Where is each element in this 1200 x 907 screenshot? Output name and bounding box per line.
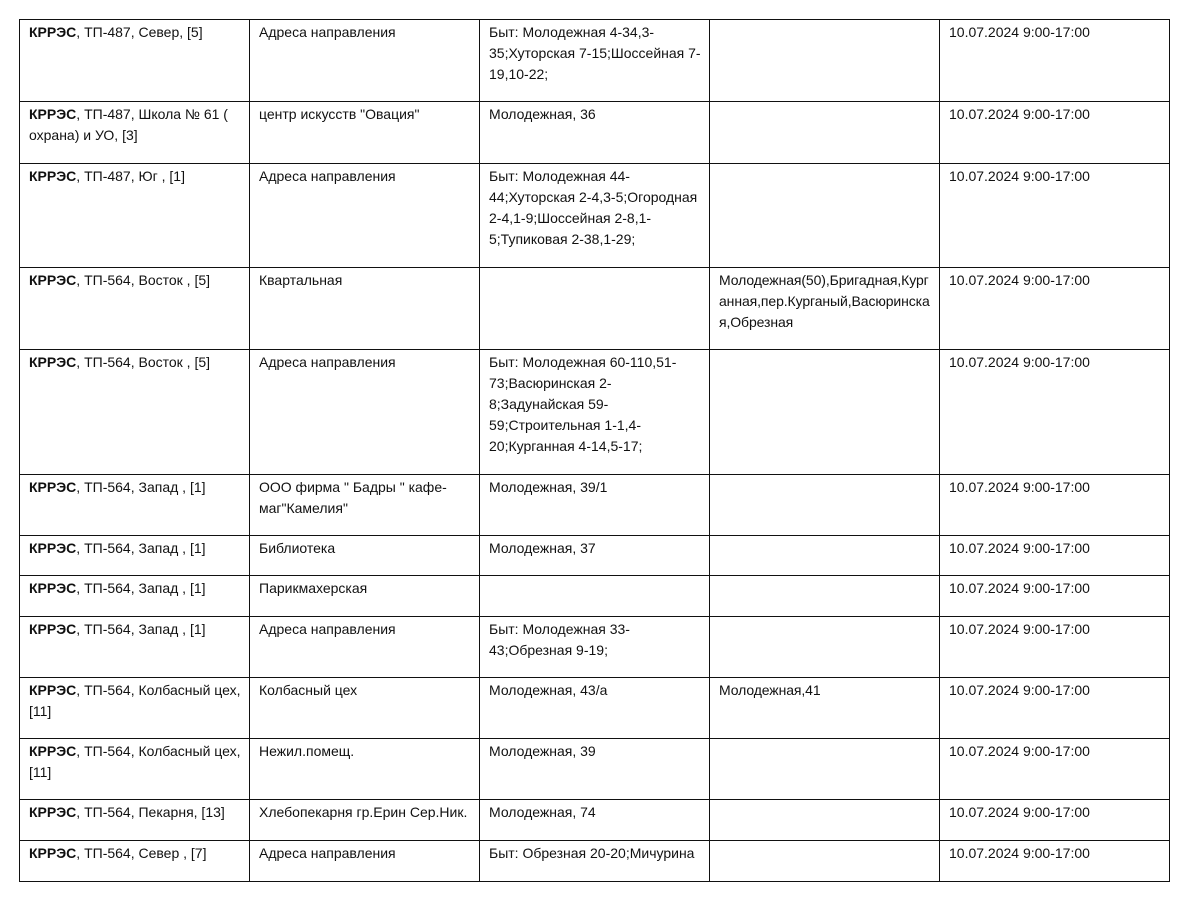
cell-streets xyxy=(710,164,940,268)
cell-time: 10.07.2024 9:00-17:00 xyxy=(940,841,1170,882)
cell-time: 10.07.2024 9:00-17:00 xyxy=(940,576,1170,617)
table-row xyxy=(20,678,1170,739)
table-row xyxy=(20,475,1170,536)
cell-consumer: центр искусств "Овация" xyxy=(250,102,480,164)
cell-time: 10.07.2024 9:00-17:00 xyxy=(940,350,1170,475)
cell-addresses xyxy=(480,576,710,617)
cell-addresses xyxy=(480,268,710,350)
cell-addresses: Молодежная, 37 xyxy=(480,536,710,576)
cell-consumer: Нежил.помещ. xyxy=(250,739,480,800)
cell-object xyxy=(20,350,250,475)
cell-streets xyxy=(710,576,940,617)
cell-addresses: Быт: Молодежная 44-44;Хуторская 2-4,3-5;Огородная 2-4,1-9;Шоссейная 2-8,1-5;Тупиковая 2-38,1-29; xyxy=(480,164,710,268)
cell-consumer: Адреса направления xyxy=(250,20,480,102)
cell-object xyxy=(20,268,250,350)
res-code: КРРЭС xyxy=(29,24,77,40)
res-code: КРРЭС xyxy=(29,479,77,495)
object-label: , ТП-487, Юг , [1] xyxy=(76,168,185,184)
cell-addresses: Быт: Обрезная 20-20;Мичурина xyxy=(480,841,710,882)
object-label: , ТП-564, Север , [7] xyxy=(76,845,207,861)
cell-streets xyxy=(710,739,940,800)
cell-addresses: Молодежная, 39 xyxy=(480,739,710,800)
table-row xyxy=(20,20,1170,102)
object-label: , ТП-564, Запад , [1] xyxy=(76,580,206,596)
object-label: , ТП-564, Запад , [1] xyxy=(76,479,206,495)
outage-table xyxy=(19,19,1170,882)
cell-time: 10.07.2024 9:00-17:00 xyxy=(940,800,1170,841)
res-code: КРРЭС xyxy=(29,804,77,820)
cell-addresses: Молодежная, 36 xyxy=(480,102,710,164)
cell-time: 10.07.2024 9:00-17:00 xyxy=(940,475,1170,536)
table-row xyxy=(20,350,1170,475)
cell-addresses: Молодежная, 43/а xyxy=(480,678,710,739)
cell-consumer: Хлебопекарня гр.Ерин Сер.Ник. xyxy=(250,800,480,841)
outage-table-body xyxy=(20,20,1170,882)
cell-addresses: Быт: Молодежная 60-110,51-73;Васюринская 2-8;Задунайская 59-59;Строительная 1-1,4-20;Курганная 4-14,5-17; xyxy=(480,350,710,475)
cell-object xyxy=(20,102,250,164)
cell-consumer: Библиотека xyxy=(250,536,480,576)
res-code: КРРЭС xyxy=(29,354,77,370)
cell-addresses: Быт: Молодежная 33-43;Обрезная 9-19; xyxy=(480,617,710,678)
res-code: КРРЭС xyxy=(29,743,77,759)
cell-streets xyxy=(710,20,940,102)
cell-time: 10.07.2024 9:00-17:00 xyxy=(940,268,1170,350)
cell-consumer: Парикмахерская xyxy=(250,576,480,617)
cell-consumer: Колбасный цех xyxy=(250,678,480,739)
cell-object xyxy=(20,841,250,882)
cell-consumer: ООО фирма " Бадры " кафе-маг"Камелия" xyxy=(250,475,480,536)
cell-object xyxy=(20,678,250,739)
table-row xyxy=(20,268,1170,350)
cell-streets: Молодежная(50),Бригадная,Курганная,пер.Курганый,Васюринская,Обрезная xyxy=(710,268,940,350)
res-code: КРРЭС xyxy=(29,540,77,556)
res-code: КРРЭС xyxy=(29,682,77,698)
res-code: КРРЭС xyxy=(29,168,77,184)
cell-streets xyxy=(710,475,940,536)
cell-streets xyxy=(710,102,940,164)
cell-object xyxy=(20,164,250,268)
table-row xyxy=(20,800,1170,841)
cell-object xyxy=(20,800,250,841)
object-label: , ТП-564, Запад , [1] xyxy=(76,621,206,637)
object-label: , ТП-564, Колбасный цех, [11] xyxy=(29,682,241,719)
cell-object xyxy=(20,617,250,678)
cell-object xyxy=(20,475,250,536)
cell-time: 10.07.2024 9:00-17:00 xyxy=(940,617,1170,678)
table-row xyxy=(20,536,1170,576)
object-label: , ТП-564, Запад , [1] xyxy=(76,540,206,556)
object-label: , ТП-487, Север, [5] xyxy=(76,24,203,40)
cell-streets: Молодежная,41 xyxy=(710,678,940,739)
cell-addresses: Молодежная, 74 xyxy=(480,800,710,841)
table-row xyxy=(20,102,1170,164)
cell-streets xyxy=(710,841,940,882)
table-row xyxy=(20,576,1170,617)
cell-consumer: Адреса направления xyxy=(250,164,480,268)
object-label: , ТП-564, Колбасный цех, [11] xyxy=(29,743,241,780)
cell-time: 10.07.2024 9:00-17:00 xyxy=(940,164,1170,268)
table-row xyxy=(20,164,1170,268)
object-label: , ТП-564, Пекарня, [13] xyxy=(76,804,225,820)
res-code: КРРЭС xyxy=(29,106,77,122)
cell-object xyxy=(20,739,250,800)
res-code: КРРЭС xyxy=(29,272,77,288)
cell-consumer: Адреса направления xyxy=(250,617,480,678)
cell-streets xyxy=(710,617,940,678)
cell-time: 10.07.2024 9:00-17:00 xyxy=(940,678,1170,739)
cell-time: 10.07.2024 9:00-17:00 xyxy=(940,536,1170,576)
cell-streets xyxy=(710,536,940,576)
object-label: , ТП-487, Школа № 61 ( охрана) и УО, [3] xyxy=(29,106,228,143)
res-code: КРРЭС xyxy=(29,845,77,861)
table-row xyxy=(20,739,1170,800)
cell-consumer: Квартальная xyxy=(250,268,480,350)
cell-consumer: Адреса направления xyxy=(250,841,480,882)
table-row xyxy=(20,617,1170,678)
cell-addresses: Быт: Молодежная 4-34,3-35;Хуторская 7-15;Шоссейная 7-19,10-22; xyxy=(480,20,710,102)
cell-object xyxy=(20,20,250,102)
res-code: КРРЭС xyxy=(29,580,77,596)
cell-addresses: Молодежная, 39/1 xyxy=(480,475,710,536)
res-code: КРРЭС xyxy=(29,621,77,637)
cell-time: 10.07.2024 9:00-17:00 xyxy=(940,20,1170,102)
cell-time: 10.07.2024 9:00-17:00 xyxy=(940,739,1170,800)
cell-object xyxy=(20,536,250,576)
cell-streets xyxy=(710,800,940,841)
object-label: , ТП-564, Восток , [5] xyxy=(76,354,211,370)
cell-consumer: Адреса направления xyxy=(250,350,480,475)
cell-streets xyxy=(710,350,940,475)
object-label: , ТП-564, Восток , [5] xyxy=(76,272,211,288)
document-page xyxy=(19,19,1169,882)
table-row xyxy=(20,841,1170,882)
cell-time: 10.07.2024 9:00-17:00 xyxy=(940,102,1170,164)
cell-object xyxy=(20,576,250,617)
